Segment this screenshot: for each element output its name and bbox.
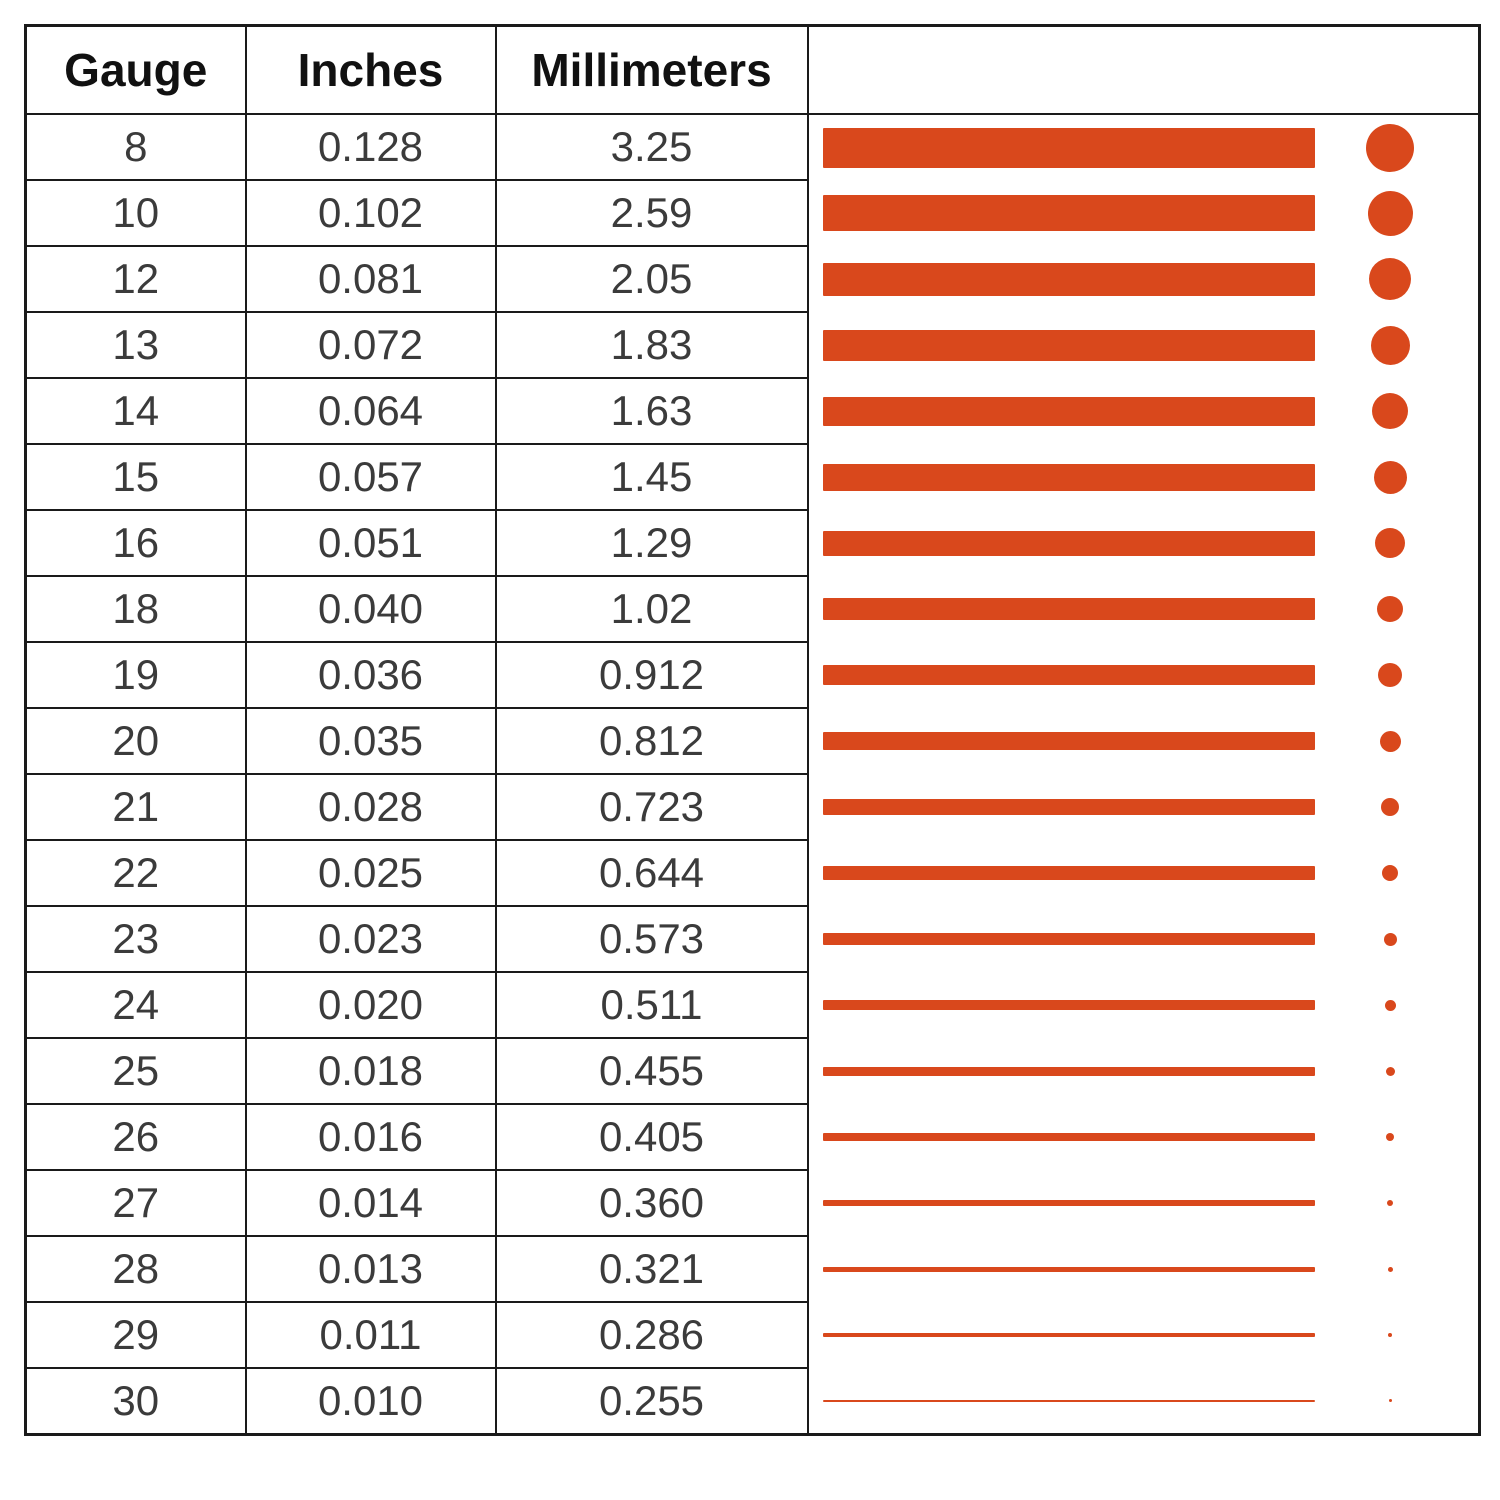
thickness-visual bbox=[823, 181, 1467, 245]
thickness-bar bbox=[823, 263, 1315, 296]
cell-millimeters: 1.29 bbox=[496, 510, 808, 576]
cell-gauge: 24 bbox=[26, 972, 246, 1038]
thickness-bar bbox=[823, 1333, 1315, 1337]
dot-slot bbox=[1315, 596, 1467, 622]
cell-inches: 0.013 bbox=[246, 1236, 496, 1302]
cell-gauge: 30 bbox=[26, 1368, 246, 1435]
cell-visual bbox=[808, 972, 1480, 1038]
cell-gauge: 21 bbox=[26, 774, 246, 840]
thickness-bar bbox=[823, 195, 1315, 231]
cell-gauge: 18 bbox=[26, 576, 246, 642]
bar-slot bbox=[823, 128, 1315, 168]
thickness-dot bbox=[1371, 326, 1410, 365]
cell-millimeters: 1.63 bbox=[496, 378, 808, 444]
cell-gauge: 28 bbox=[26, 1236, 246, 1302]
thickness-dot bbox=[1382, 865, 1398, 881]
thickness-dot bbox=[1385, 1000, 1396, 1011]
cell-visual bbox=[808, 1038, 1480, 1104]
bar-slot bbox=[823, 598, 1315, 620]
dot-slot bbox=[1315, 663, 1467, 687]
cell-gauge: 20 bbox=[26, 708, 246, 774]
bar-slot bbox=[823, 732, 1315, 750]
cell-visual bbox=[808, 576, 1480, 642]
dot-slot bbox=[1315, 461, 1467, 494]
cell-visual bbox=[808, 180, 1480, 246]
thickness-dot bbox=[1369, 258, 1411, 300]
cell-visual bbox=[808, 246, 1480, 312]
cell-millimeters: 2.59 bbox=[496, 180, 808, 246]
table-row bbox=[26, 708, 1480, 774]
cell-millimeters: 0.812 bbox=[496, 708, 808, 774]
table-row bbox=[26, 1170, 1480, 1236]
column-header-gauge: Gauge bbox=[26, 26, 246, 115]
thickness-bar bbox=[823, 397, 1315, 426]
thickness-visual bbox=[823, 1237, 1467, 1301]
bar-slot bbox=[823, 1000, 1315, 1010]
cell-inches: 0.023 bbox=[246, 906, 496, 972]
thickness-dot bbox=[1381, 798, 1399, 816]
thickness-visual bbox=[823, 841, 1467, 905]
thickness-bar bbox=[823, 866, 1315, 880]
cell-millimeters: 0.912 bbox=[496, 642, 808, 708]
table-row bbox=[26, 1368, 1480, 1435]
cell-gauge: 12 bbox=[26, 246, 246, 312]
dot-slot bbox=[1315, 1267, 1467, 1272]
bar-slot bbox=[823, 531, 1315, 556]
dot-slot bbox=[1315, 393, 1467, 429]
cell-visual bbox=[808, 1368, 1480, 1435]
bar-slot bbox=[823, 195, 1315, 231]
dot-slot bbox=[1315, 528, 1467, 558]
table-row bbox=[26, 246, 1480, 312]
bar-slot bbox=[823, 1067, 1315, 1076]
table-row bbox=[26, 972, 1480, 1038]
thickness-visual bbox=[823, 511, 1467, 575]
cell-visual bbox=[808, 378, 1480, 444]
cell-inches: 0.018 bbox=[246, 1038, 496, 1104]
dot-slot bbox=[1315, 124, 1467, 172]
thickness-visual bbox=[823, 1171, 1467, 1235]
thickness-dot bbox=[1372, 393, 1408, 429]
cell-gauge: 27 bbox=[26, 1170, 246, 1236]
bar-slot bbox=[823, 799, 1315, 815]
cell-millimeters: 0.286 bbox=[496, 1302, 808, 1368]
thickness-dot bbox=[1377, 596, 1403, 622]
cell-gauge: 8 bbox=[26, 114, 246, 180]
bar-slot bbox=[823, 866, 1315, 880]
thickness-bar bbox=[823, 1200, 1315, 1206]
thickness-dot bbox=[1388, 1267, 1393, 1272]
dot-slot bbox=[1315, 258, 1467, 300]
cell-gauge: 15 bbox=[26, 444, 246, 510]
thickness-bar bbox=[823, 330, 1315, 361]
thickness-visual bbox=[823, 775, 1467, 839]
dot-slot bbox=[1315, 933, 1467, 946]
bar-slot bbox=[823, 933, 1315, 945]
column-header-visual bbox=[808, 26, 1480, 115]
table-header-row bbox=[26, 26, 1480, 115]
cell-inches: 0.016 bbox=[246, 1104, 496, 1170]
cell-gauge: 23 bbox=[26, 906, 246, 972]
thickness-visual bbox=[823, 116, 1467, 180]
dot-slot bbox=[1315, 865, 1467, 881]
thickness-dot bbox=[1387, 1200, 1393, 1206]
wire-gauge-table bbox=[24, 24, 1481, 1436]
table-row bbox=[26, 576, 1480, 642]
dot-slot bbox=[1315, 1333, 1467, 1337]
thickness-bar bbox=[823, 1000, 1315, 1010]
dot-slot bbox=[1315, 1067, 1467, 1076]
cell-inches: 0.028 bbox=[246, 774, 496, 840]
bar-slot bbox=[823, 1400, 1315, 1402]
table-row bbox=[26, 1236, 1480, 1302]
cell-millimeters: 0.455 bbox=[496, 1038, 808, 1104]
thickness-dot bbox=[1378, 663, 1402, 687]
cell-millimeters: 0.405 bbox=[496, 1104, 808, 1170]
cell-millimeters: 1.02 bbox=[496, 576, 808, 642]
dot-slot bbox=[1315, 1399, 1467, 1402]
bar-slot bbox=[823, 397, 1315, 426]
cell-inches: 0.036 bbox=[246, 642, 496, 708]
cell-millimeters: 0.321 bbox=[496, 1236, 808, 1302]
table-row bbox=[26, 114, 1480, 180]
cell-gauge: 26 bbox=[26, 1104, 246, 1170]
thickness-bar bbox=[823, 531, 1315, 556]
bar-slot bbox=[823, 1200, 1315, 1206]
thickness-bar bbox=[823, 1133, 1315, 1141]
thickness-bar bbox=[823, 732, 1315, 750]
cell-inches: 0.011 bbox=[246, 1302, 496, 1368]
thickness-dot bbox=[1375, 528, 1405, 558]
thickness-dot bbox=[1384, 933, 1397, 946]
table-row bbox=[26, 444, 1480, 510]
thickness-dot bbox=[1386, 1067, 1395, 1076]
cell-visual bbox=[808, 840, 1480, 906]
cell-visual bbox=[808, 1104, 1480, 1170]
cell-inches: 0.025 bbox=[246, 840, 496, 906]
cell-millimeters: 2.05 bbox=[496, 246, 808, 312]
cell-inches: 0.035 bbox=[246, 708, 496, 774]
cell-gauge: 10 bbox=[26, 180, 246, 246]
table-row bbox=[26, 378, 1480, 444]
cell-millimeters: 0.360 bbox=[496, 1170, 808, 1236]
cell-visual bbox=[808, 774, 1480, 840]
cell-inches: 0.072 bbox=[246, 312, 496, 378]
thickness-visual bbox=[823, 907, 1467, 971]
thickness-visual bbox=[823, 643, 1467, 707]
cell-gauge: 22 bbox=[26, 840, 246, 906]
cell-inches: 0.014 bbox=[246, 1170, 496, 1236]
thickness-dot bbox=[1380, 731, 1401, 752]
cell-visual bbox=[808, 1236, 1480, 1302]
table-row bbox=[26, 1302, 1480, 1368]
table-row bbox=[26, 180, 1480, 246]
cell-visual bbox=[808, 642, 1480, 708]
bar-slot bbox=[823, 263, 1315, 296]
dot-slot bbox=[1315, 1200, 1467, 1206]
cell-inches: 0.081 bbox=[246, 246, 496, 312]
thickness-dot bbox=[1366, 124, 1414, 172]
cell-millimeters: 0.511 bbox=[496, 972, 808, 1038]
thickness-bar bbox=[823, 1267, 1315, 1272]
dot-slot bbox=[1315, 798, 1467, 816]
table-body bbox=[26, 114, 1480, 1435]
thickness-bar bbox=[823, 799, 1315, 815]
cell-inches: 0.128 bbox=[246, 114, 496, 180]
thickness-bar bbox=[823, 598, 1315, 620]
dot-slot bbox=[1315, 731, 1467, 752]
table-row bbox=[26, 510, 1480, 576]
thickness-bar bbox=[823, 1067, 1315, 1076]
thickness-bar bbox=[823, 1400, 1315, 1402]
bar-slot bbox=[823, 330, 1315, 361]
cell-inches: 0.020 bbox=[246, 972, 496, 1038]
cell-visual bbox=[808, 312, 1480, 378]
dot-slot bbox=[1315, 326, 1467, 365]
dot-slot bbox=[1315, 1000, 1467, 1011]
thickness-visual bbox=[823, 313, 1467, 377]
table-header bbox=[26, 26, 1480, 115]
bar-slot bbox=[823, 1133, 1315, 1141]
thickness-dot bbox=[1386, 1133, 1394, 1141]
column-header-inches: Inches bbox=[246, 26, 496, 115]
thickness-visual bbox=[823, 709, 1467, 773]
cell-gauge: 14 bbox=[26, 378, 246, 444]
thickness-visual bbox=[823, 379, 1467, 443]
cell-visual bbox=[808, 510, 1480, 576]
cell-millimeters: 0.573 bbox=[496, 906, 808, 972]
thickness-dot bbox=[1374, 461, 1407, 494]
cell-gauge: 13 bbox=[26, 312, 246, 378]
thickness-dot bbox=[1368, 191, 1413, 236]
cell-millimeters: 0.644 bbox=[496, 840, 808, 906]
thickness-bar bbox=[823, 933, 1315, 945]
cell-visual bbox=[808, 444, 1480, 510]
thickness-dot bbox=[1389, 1399, 1392, 1402]
bar-slot bbox=[823, 1267, 1315, 1272]
thickness-visual bbox=[823, 1039, 1467, 1103]
table-row bbox=[26, 1038, 1480, 1104]
cell-gauge: 29 bbox=[26, 1302, 246, 1368]
table-row bbox=[26, 642, 1480, 708]
cell-millimeters: 1.83 bbox=[496, 312, 808, 378]
cell-visual bbox=[808, 1302, 1480, 1368]
dot-slot bbox=[1315, 1133, 1467, 1141]
cell-inches: 0.010 bbox=[246, 1368, 496, 1435]
cell-millimeters: 3.25 bbox=[496, 114, 808, 180]
cell-gauge: 19 bbox=[26, 642, 246, 708]
thickness-bar bbox=[823, 464, 1315, 491]
cell-inches: 0.057 bbox=[246, 444, 496, 510]
thickness-visual bbox=[823, 1303, 1467, 1367]
cell-gauge: 16 bbox=[26, 510, 246, 576]
cell-visual bbox=[808, 708, 1480, 774]
thickness-bar bbox=[823, 665, 1315, 685]
thickness-visual bbox=[823, 1369, 1467, 1433]
cell-millimeters: 0.255 bbox=[496, 1368, 808, 1435]
cell-visual bbox=[808, 1170, 1480, 1236]
bar-slot bbox=[823, 665, 1315, 685]
table-row bbox=[26, 1104, 1480, 1170]
cell-inches: 0.102 bbox=[246, 180, 496, 246]
thickness-visual bbox=[823, 577, 1467, 641]
cell-inches: 0.051 bbox=[246, 510, 496, 576]
dot-slot bbox=[1315, 191, 1467, 236]
column-header-millimeters: Millimeters bbox=[496, 26, 808, 115]
thickness-visual bbox=[823, 1105, 1467, 1169]
cell-visual bbox=[808, 114, 1480, 180]
thickness-visual bbox=[823, 445, 1467, 509]
cell-inches: 0.064 bbox=[246, 378, 496, 444]
thickness-bar bbox=[823, 128, 1315, 168]
bar-slot bbox=[823, 1333, 1315, 1337]
thickness-visual bbox=[823, 973, 1467, 1037]
table-row bbox=[26, 906, 1480, 972]
cell-millimeters: 0.723 bbox=[496, 774, 808, 840]
table-row bbox=[26, 774, 1480, 840]
cell-gauge: 25 bbox=[26, 1038, 246, 1104]
thickness-visual bbox=[823, 247, 1467, 311]
bar-slot bbox=[823, 464, 1315, 491]
cell-millimeters: 1.45 bbox=[496, 444, 808, 510]
cell-visual bbox=[808, 906, 1480, 972]
thickness-dot bbox=[1388, 1333, 1392, 1337]
cell-inches: 0.040 bbox=[246, 576, 496, 642]
table-row bbox=[26, 840, 1480, 906]
table-row bbox=[26, 312, 1480, 378]
